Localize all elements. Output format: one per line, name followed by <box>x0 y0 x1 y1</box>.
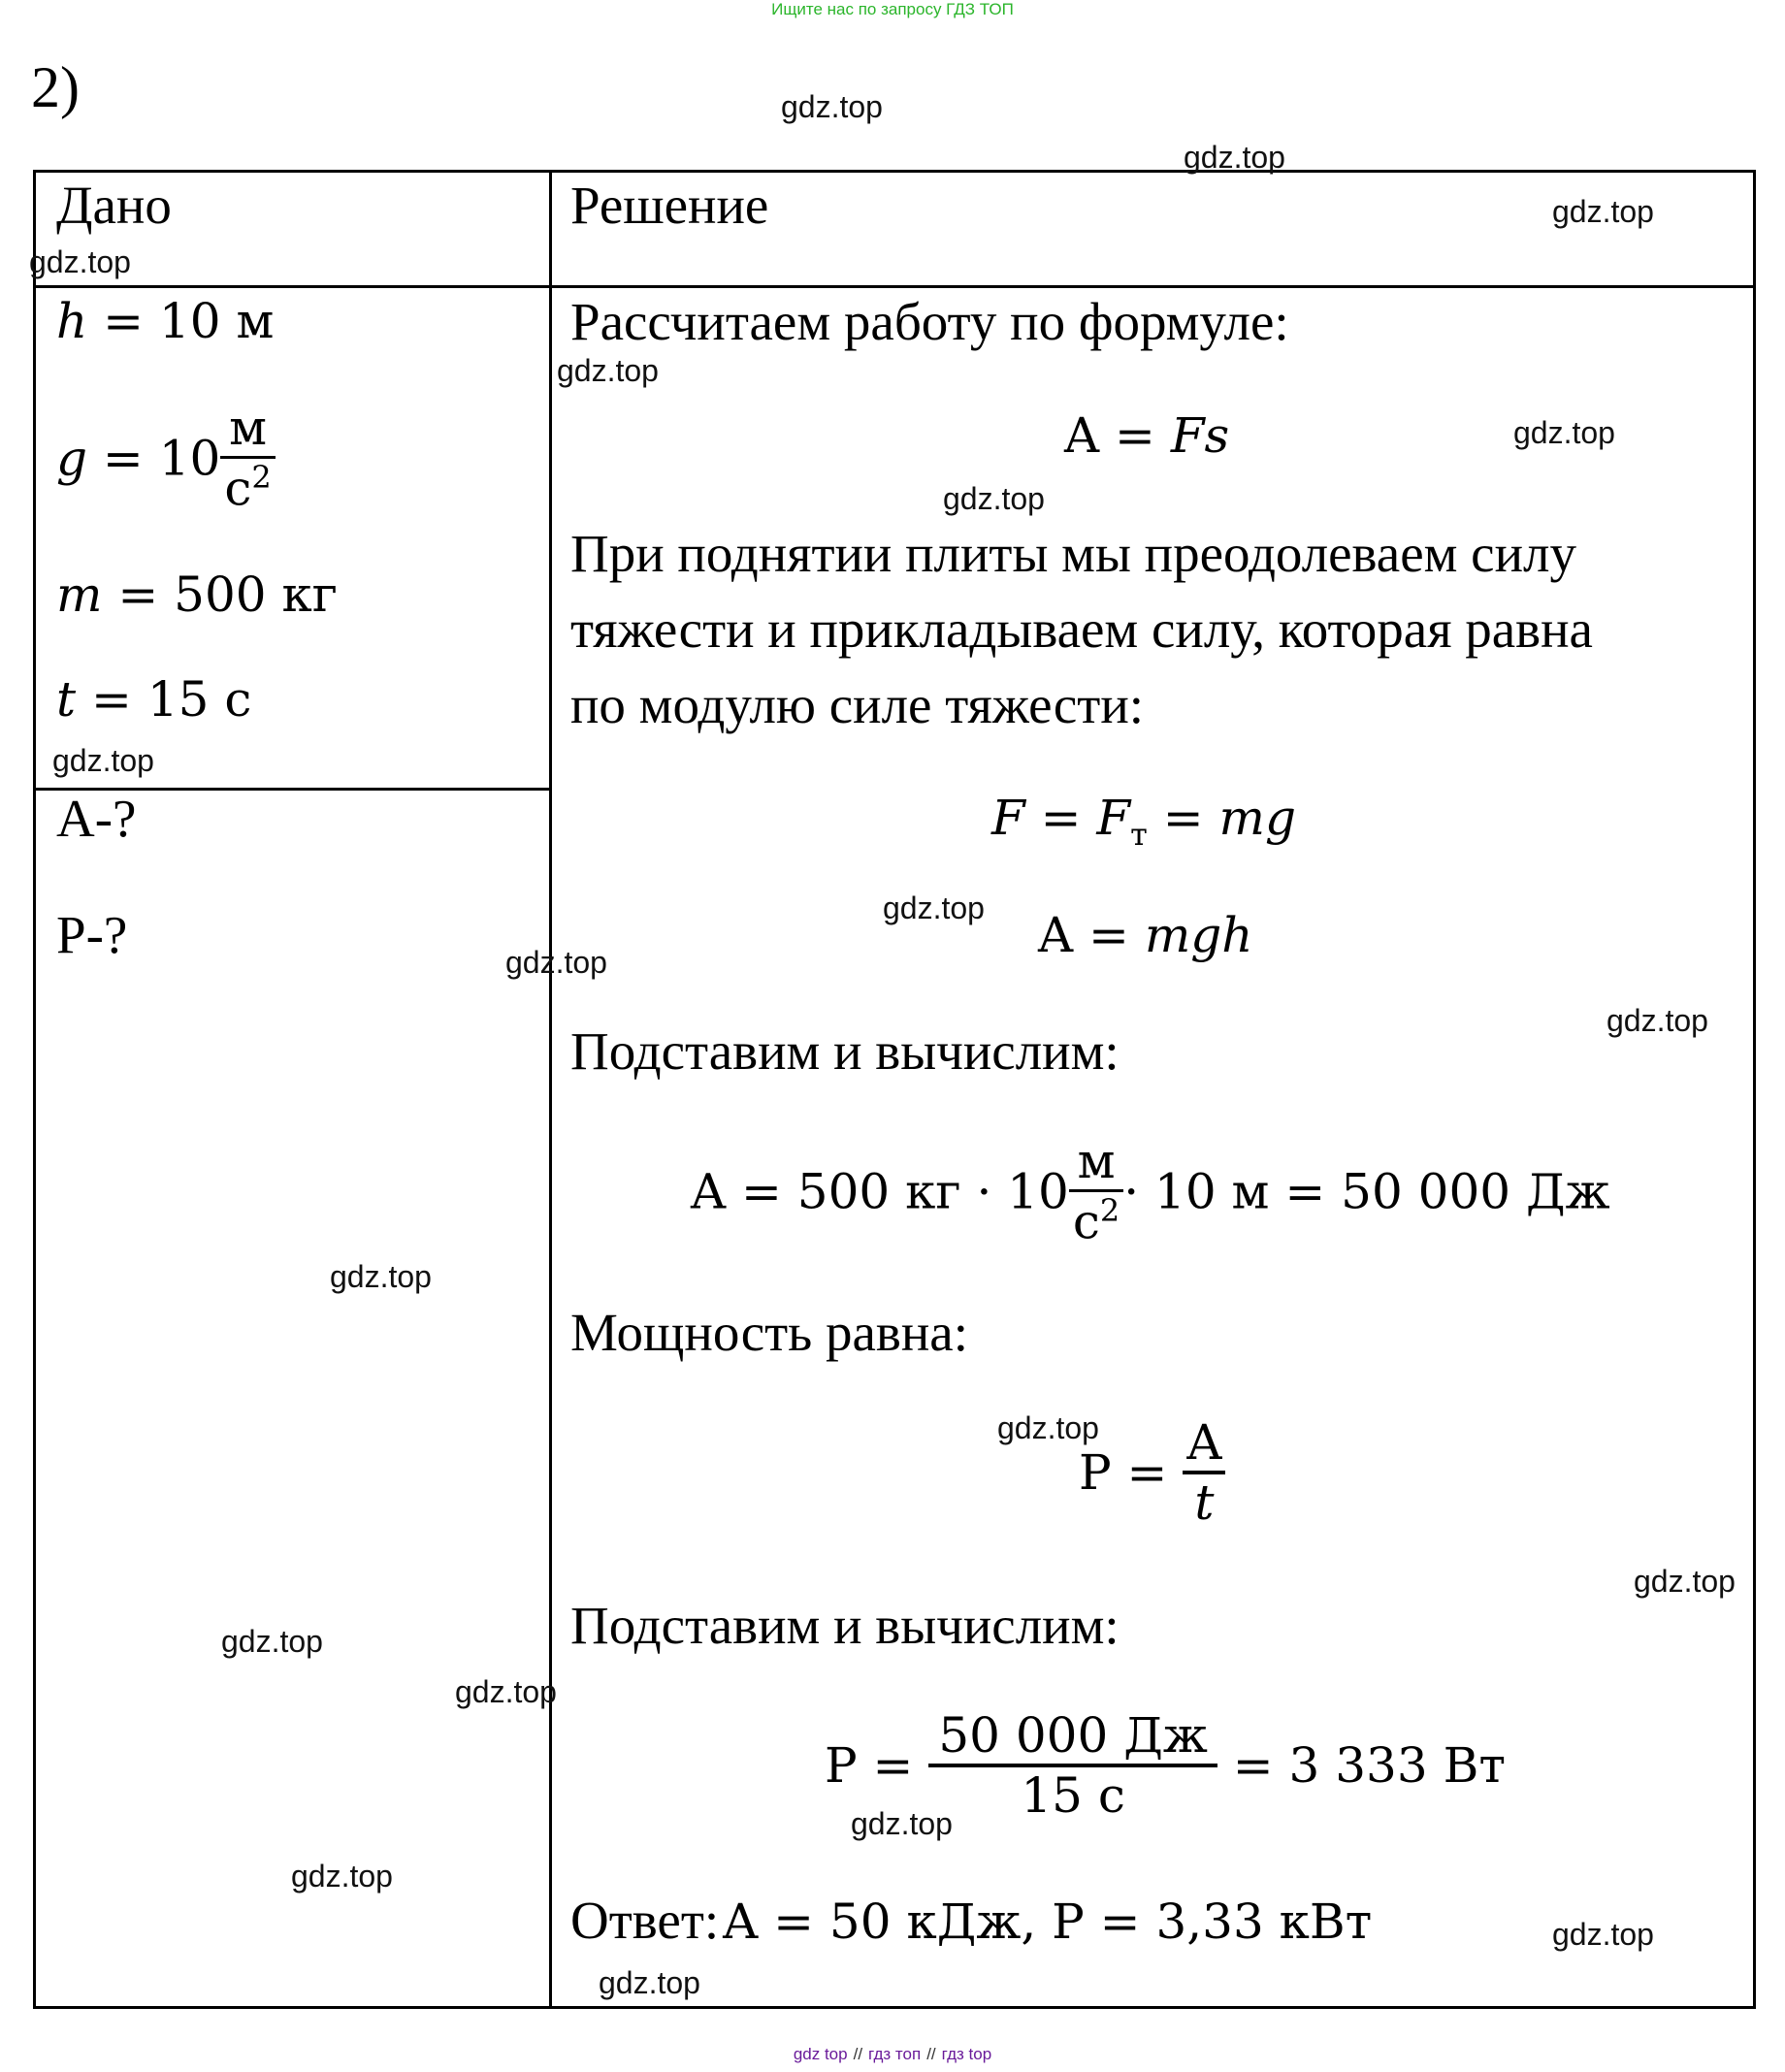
calc-lhs: A = 500 кг · 10 <box>691 1163 1069 1220</box>
den-base: с <box>1072 1193 1100 1250</box>
value-h: 10 м <box>158 293 275 349</box>
eq-sign: = <box>1115 407 1155 464</box>
watermark: gdz.top <box>997 1410 1099 1445</box>
watermark: gdz.top <box>851 1806 953 1841</box>
force-f: F <box>991 790 1025 846</box>
answer-label: Ответ: <box>570 1891 720 1950</box>
table-right-border <box>1753 170 1756 2009</box>
footer-separator: // <box>926 2045 936 2063</box>
header-divider <box>33 285 1756 288</box>
var-m: m <box>56 567 103 623</box>
den-exponent: 2 <box>251 459 272 496</box>
lhs: A <box>1038 907 1074 963</box>
watermark: gdz.top <box>1634 1564 1736 1599</box>
lifting-text <box>570 516 1593 743</box>
rhs: mg <box>1218 790 1296 846</box>
var-g: g <box>56 430 88 487</box>
find-work: A-? <box>56 789 137 848</box>
column-divider <box>549 170 552 2009</box>
work-calculation <box>691 1133 1610 1250</box>
force-ft-subscript: т <box>1130 816 1148 853</box>
power-calc-fraction <box>928 1707 1217 1824</box>
var-t: t <box>56 671 77 728</box>
power-fraction <box>1183 1414 1225 1531</box>
solution-intro: Рассчитаем работу по формуле: <box>570 292 1289 351</box>
calc-rhs: = 3 333 Вт <box>1232 1737 1506 1794</box>
lifting-line-3: по модулю силе тяжести: <box>570 675 1145 734</box>
table-bottom-border <box>33 2006 1756 2009</box>
value-t: 15 с <box>146 671 252 728</box>
eq-sign: = <box>117 567 159 623</box>
power-text: Мощность равна: <box>570 1303 968 1362</box>
watermark: gdz.top <box>221 1624 323 1659</box>
watermark: gdz.top <box>52 743 154 778</box>
given-h <box>56 293 274 349</box>
rhs: mgh <box>1144 907 1253 963</box>
solution-header: Решение <box>570 176 769 235</box>
rhs: Fs <box>1170 407 1230 464</box>
power-lhs: P = <box>1079 1444 1168 1501</box>
table-top-border <box>33 170 1756 173</box>
watermark: gdz.top <box>943 481 1045 516</box>
footer-link[interactable]: гдз топ <box>868 2045 922 2063</box>
value-g: 10 <box>158 430 221 487</box>
substitute-text-1: Подставим и вычислим: <box>570 1021 1120 1081</box>
power-denominator <box>1183 1471 1225 1531</box>
unit-numerator: м <box>1077 1133 1116 1189</box>
given-header: Дано <box>56 176 172 235</box>
calc-numerator: 50 000 Дж <box>938 1707 1208 1764</box>
var-h: h <box>56 293 88 349</box>
watermark: gdz.top <box>557 353 659 388</box>
calc-rhs: · 10 м = 50 000 Дж <box>1123 1163 1610 1220</box>
fraction-g-units <box>220 400 275 517</box>
eq-sign: = <box>102 430 144 487</box>
answer <box>570 1890 1372 1951</box>
unit-numerator: м <box>229 400 267 456</box>
work-formula <box>1064 407 1229 464</box>
answer-value: A = 50 кДж, P = 3,33 кВт <box>723 1894 1373 1950</box>
watermark: gdz.top <box>1552 1917 1654 1952</box>
watermark: gdz.top <box>330 1259 432 1294</box>
watermark: gdz.top <box>781 89 883 124</box>
lifting-line-2: тяжести и прикладываем силу, которая равна <box>570 599 1593 659</box>
footer-link[interactable]: гдз top <box>941 2045 992 2063</box>
calc-lhs: P = <box>825 1737 914 1794</box>
footer-separator: // <box>853 2045 863 2063</box>
top-banner: Ищите нас по запросу ГДЗ ТОП <box>771 0 1014 18</box>
task-number: 2) <box>31 55 80 119</box>
watermark: gdz.top <box>1513 415 1615 450</box>
eq-sign: = <box>1040 790 1082 846</box>
value-m: 500 кг <box>174 567 338 623</box>
power-formula <box>1079 1414 1225 1531</box>
power-numerator: A <box>1186 1414 1222 1471</box>
watermark: gdz.top <box>1184 140 1285 175</box>
den-base: с <box>224 460 252 517</box>
force-ft: F <box>1096 790 1131 846</box>
den-var: t <box>1194 1474 1215 1531</box>
watermark: gdz.top <box>1606 1003 1708 1038</box>
watermark: gdz.top <box>291 1859 393 1894</box>
footer-link[interactable]: gdz top <box>793 2045 848 2063</box>
unit-denominator <box>220 456 275 517</box>
work-mgh-formula <box>1038 907 1252 963</box>
given-m <box>56 567 338 623</box>
watermark: gdz.top <box>883 890 985 925</box>
lifting-line-1: При поднятии плиты мы преодолеваем силу <box>570 524 1576 583</box>
eq-sign: = <box>1162 790 1204 846</box>
eq-sign: = <box>91 671 132 728</box>
watermark: gdz.top <box>1552 194 1654 229</box>
calc-denominator: 15 с <box>928 1764 1217 1824</box>
den-exponent: 2 <box>1099 1192 1120 1229</box>
watermark: gdz.top <box>455 1674 557 1709</box>
table-left-border <box>33 170 36 2009</box>
watermark: gdz.top <box>29 244 131 279</box>
eq-sign: = <box>103 293 145 349</box>
eq-sign: = <box>1088 907 1129 963</box>
given-t <box>56 671 251 728</box>
unit-denominator <box>1069 1189 1123 1250</box>
given-g <box>56 400 276 517</box>
force-formula <box>991 790 1296 853</box>
lhs: A <box>1064 407 1100 464</box>
watermark: gdz.top <box>505 945 607 980</box>
footer-links <box>0 2045 1785 2064</box>
substitute-text-2: Подставим и вычислим: <box>570 1596 1120 1655</box>
watermark: gdz.top <box>599 1965 700 2000</box>
fraction-units <box>1069 1133 1123 1250</box>
find-power: P-? <box>56 905 128 964</box>
